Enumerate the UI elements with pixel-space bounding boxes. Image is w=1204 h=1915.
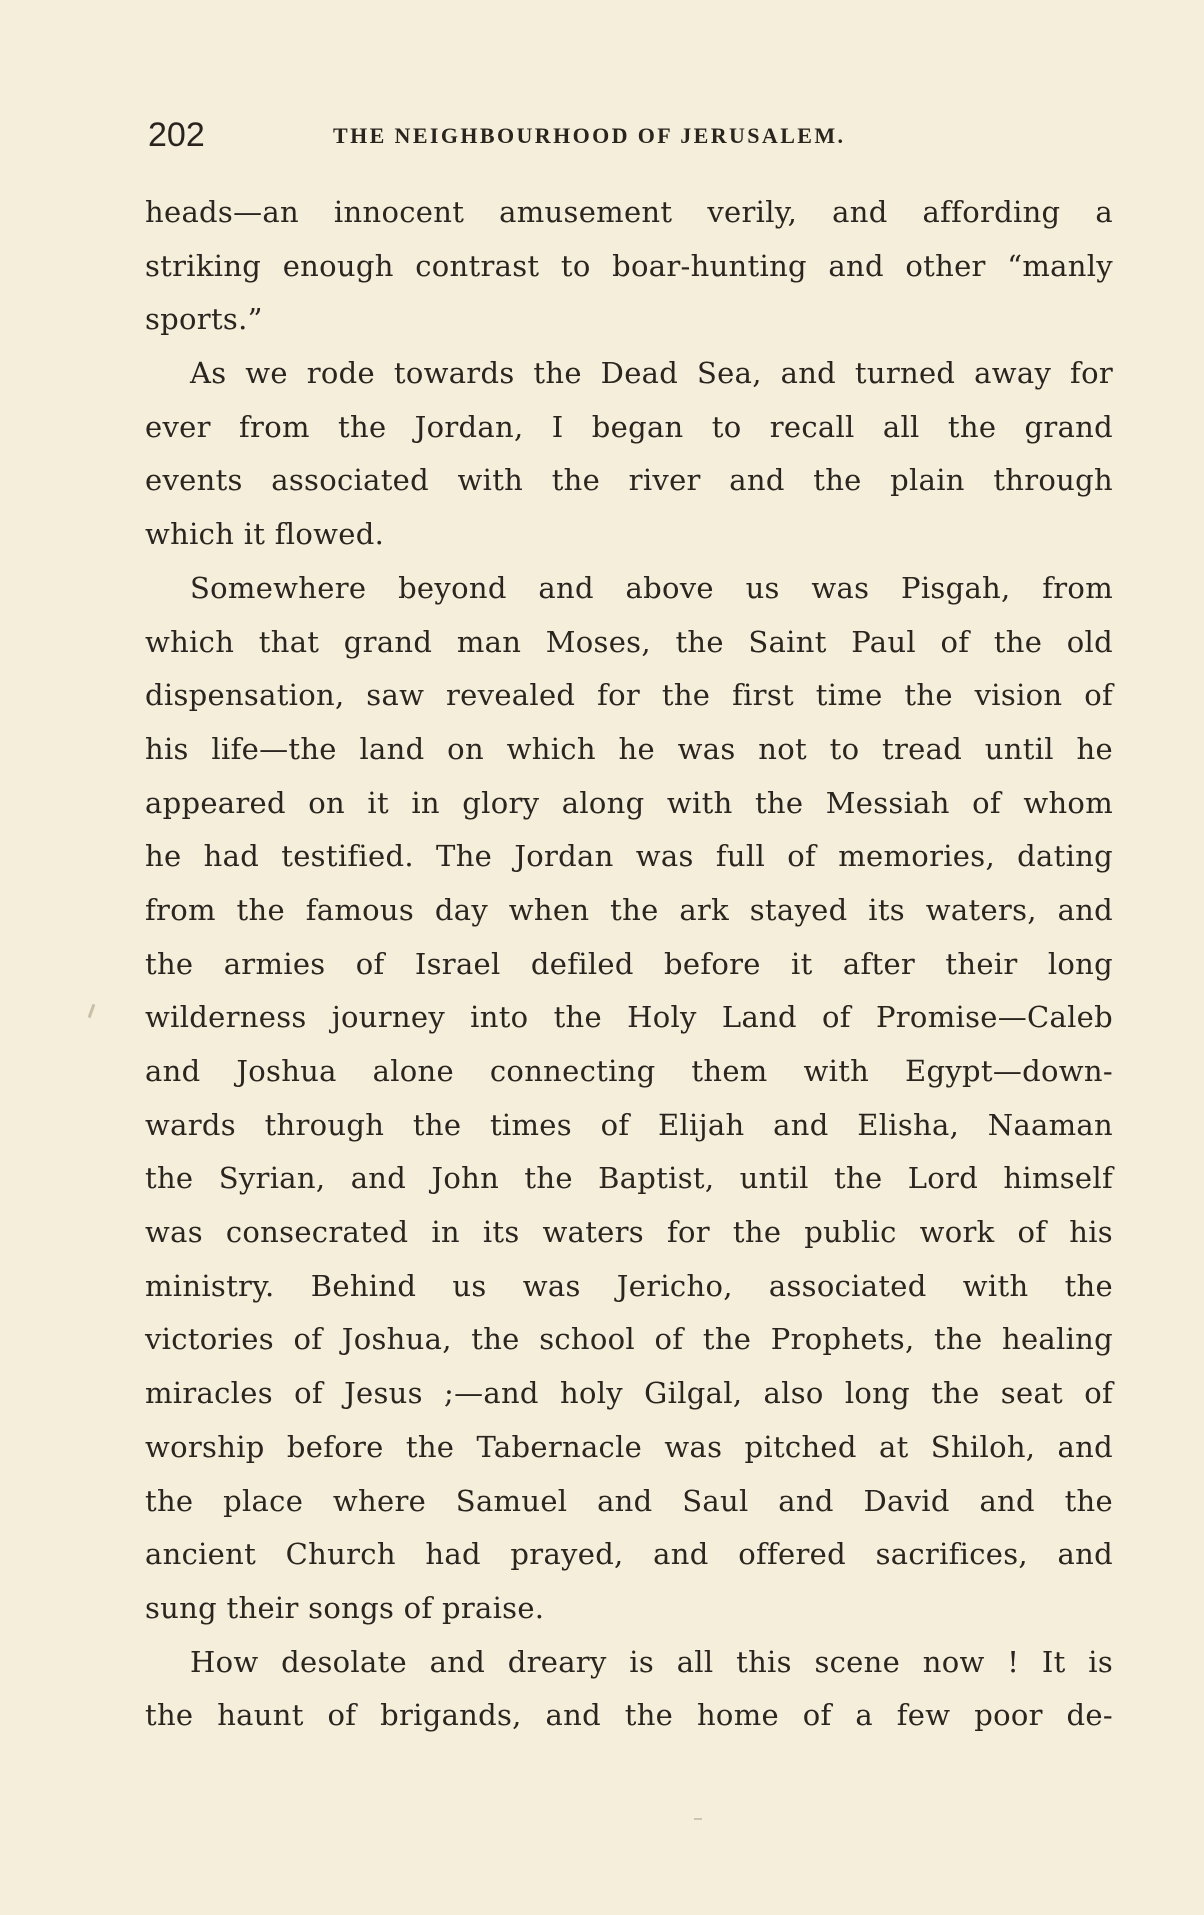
text-line: ministry. Behind us was Jericho, associated with the xyxy=(145,1268,1113,1303)
text-line: How desolate and dreary is all this scene now ! It is xyxy=(190,1644,1113,1679)
text-line: miracles of Jesus ;—and holy Gilgal, also long the seat of xyxy=(145,1376,1113,1411)
text-line: striking enough contrast to boar-hunting and other “manly xyxy=(145,248,1113,283)
text-line: ever from the Jordan, I began to recall all the grand xyxy=(145,409,1113,444)
paper-speck xyxy=(88,1004,96,1018)
text-line: wards through the times of Elijah and Elisha, Naaman xyxy=(145,1107,1113,1142)
text-line: events associated with the river and the plain through xyxy=(145,463,1113,498)
text-line: sung their songs of praise. xyxy=(145,1590,545,1625)
text-line: the Syrian, and John the Baptist, until the Lord himself xyxy=(145,1161,1113,1196)
text-line: he had testified. The Jordan was full of memories, dating xyxy=(145,839,1113,874)
text-line: sports.” xyxy=(145,302,263,337)
text-line: appeared on it in glory along with the Messiah of whom xyxy=(145,785,1113,820)
text-line: his life—the land on which he was not to tread until he xyxy=(145,731,1113,766)
text-line: ancient Church had prayed, and offered sacrifices, and xyxy=(145,1537,1113,1572)
text-line: from the famous day when the ark stayed its waters, and xyxy=(145,892,1113,927)
text-line: and Joshua alone connecting them with Egypt—down- xyxy=(145,1054,1113,1088)
body-text xyxy=(145,186,1113,1743)
text-line: which that grand man Moses, the Saint Paul of the old xyxy=(145,624,1113,659)
text-line: Somewhere beyond and above us was Pisgah, from xyxy=(190,570,1113,605)
text-line: worship before the Tabernacle was pitched at Shiloh, and xyxy=(145,1429,1113,1464)
page-number: 202 xyxy=(148,116,205,154)
text-line: the place where Samuel and Saul and David and the xyxy=(145,1483,1113,1518)
paper-speck xyxy=(694,1818,702,1820)
text-line: As we rode towards the Dead Sea, and turned away for xyxy=(190,356,1113,391)
text-line: the armies of Israel defiled before it after their long xyxy=(145,946,1113,981)
text-line: the haunt of brigands, and the home of a few poor de- xyxy=(145,1698,1113,1733)
text-line: victories of Joshua, the school of the Prophets, the healing xyxy=(145,1322,1113,1357)
running-head xyxy=(145,112,1108,158)
running-title: THE NEIGHBOURHOOD OF JERUSALEM. xyxy=(333,123,846,148)
text-line: wilderness journey into the Holy Land of Promise—Caleb xyxy=(145,1000,1113,1035)
text-line: which it flowed. xyxy=(145,517,385,552)
text-line: was consecrated in its waters for the public work of his xyxy=(145,1215,1113,1250)
text-line: heads—an innocent amusement verily, and affording a xyxy=(145,195,1113,229)
text-line: dispensation, saw revealed for the first time the vision of xyxy=(145,678,1113,713)
